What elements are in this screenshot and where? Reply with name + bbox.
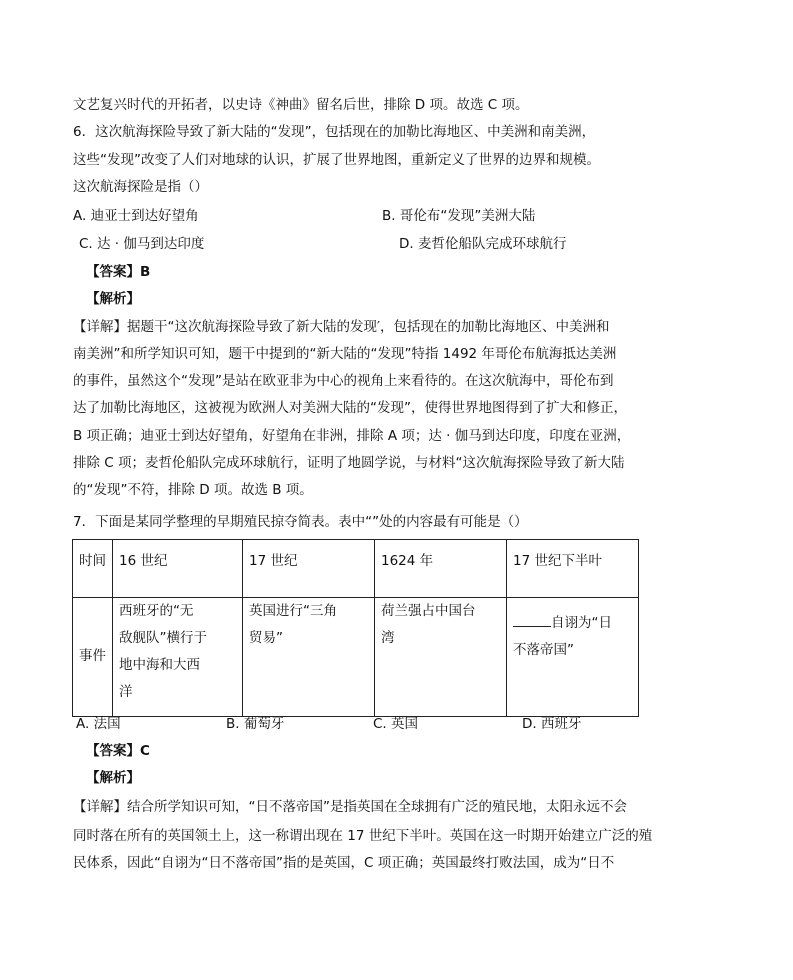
period-cell: 17 世纪 <box>243 540 375 598</box>
q7-detail-line-3: 民体系，因此“自诩为“日不落帝国”指的是英国，C 项正确；英国最终打败法国，成为“日不 <box>73 855 615 871</box>
q6-detail-line-3: 的事件，虽然这个“发现”是站在欧亚非为中心的视角上来看待的。在这次航海中，哥伦布到 <box>73 373 614 389</box>
event-cell: 荷兰强占中国台 湾 <box>375 598 507 717</box>
q7-detail-line-1: 【详解】结合所学知识可知，“日不落帝国”是指英国在全球拥有广泛的殖民地，太阳永远不会 <box>73 799 627 815</box>
intro-line: 文艺复兴时代的开拓者，以史诗《神曲》留名后世，排除 D 项。故选 C 项。 <box>73 97 529 113</box>
q7-answer <box>86 741 150 761</box>
q6-detail-line-6: 排除 C 项；麦哲伦船队完成环球航行，证明了地圆学说，与材料“这次航海探险导致了新大陆 <box>73 455 625 471</box>
q6-detail-line-1: 【详解】据题干“这次航海探险导致了新大陆的发现′，包括现在的加勒比海地区、中美洲和 <box>73 319 610 335</box>
q7-option-b: B. 葡萄牙 <box>226 716 285 732</box>
row-header-event: 事件 <box>73 598 113 717</box>
q6-stem-line-1: 6．这次航海探险导致了新大陆的“发现”，包括现在的加勒比海地区、中美洲和南美洲， <box>73 124 596 140</box>
q6-detail-line-7: 的“发现”不符，排除 D 项。故选 B 项。 <box>73 482 313 498</box>
q6-option-b: B. 哥伦布“发现”美洲大陆 <box>382 208 536 224</box>
q6-stem-line-3: 这次航海探险是指（） <box>73 179 208 195</box>
q6-option-c: C. 达 · 伽马到达印度 <box>79 236 205 252</box>
q7-analysis-tag: 【解析】 <box>86 770 140 786</box>
q7-option-d: D. 西班牙 <box>522 716 582 732</box>
colonial-table <box>72 539 639 717</box>
q6-option-a: A. 迪亚士到达好望角 <box>73 208 199 224</box>
table-row-event <box>73 598 639 717</box>
q6-option-d: D. 麦哲伦船队完成环球航行 <box>399 236 567 252</box>
period-cell: 16 世纪 <box>113 540 243 598</box>
answer-value: B <box>140 264 151 280</box>
event-cell: 英国进行“三角 贸易” <box>243 598 375 717</box>
q6-stem-line-2: 这些“发现”改变了人们对地球的认识，扩展了世界地图，重新定义了世界的边界和规模。 <box>73 152 600 168</box>
row-header-time: 时间 <box>73 540 113 598</box>
answer-tag: 【答案】 <box>86 743 140 759</box>
q7-detail-line-2: 同时落在所有的英国领土上，这一称谓出现在 17 世纪下半叶。英国在这一时期开始建立广泛的殖 <box>73 828 653 844</box>
q7-option-c: C. 英国 <box>373 716 419 732</box>
answer-tag: 【答案】 <box>86 264 140 280</box>
fill-blank <box>513 612 551 627</box>
q7-option-a: A. 法国 <box>76 716 121 732</box>
event-cell: 西班牙的“无 敌舰队”横行于 地中海和大西 洋 <box>113 598 243 717</box>
answer-value: C <box>140 743 150 759</box>
q6-detail-line-5: B 项正确；迪亚士到达好望角，好望角在非洲，排除 A 项；达 · 伽马到达印度，印度在亚洲， <box>73 428 631 444</box>
event-cell: 自诩为“日 不落帝国” <box>507 598 639 717</box>
q6-analysis-tag: 【解析】 <box>86 291 140 307</box>
period-cell: 17 世纪下半叶 <box>507 540 639 598</box>
q7-stem: 7．下面是某同学整理的早期殖民掠夺简表。表中“”处的内容最有可能是（） <box>73 514 528 530</box>
q6-answer <box>86 262 150 282</box>
period-cell: 1624 年 <box>375 540 507 598</box>
q6-detail-line-4: 达了加勒比海地区，这被视为欧洲人对美洲大陆的“发现”，使得世界地图得到了扩大和修正， <box>73 400 627 416</box>
q6-detail-line-2: 南美洲”和所学知识可知，题干中提到的“新大陆的“发现”特指 1492 年哥伦布航海抵达美洲 <box>73 346 617 362</box>
table-row-time <box>73 540 639 598</box>
